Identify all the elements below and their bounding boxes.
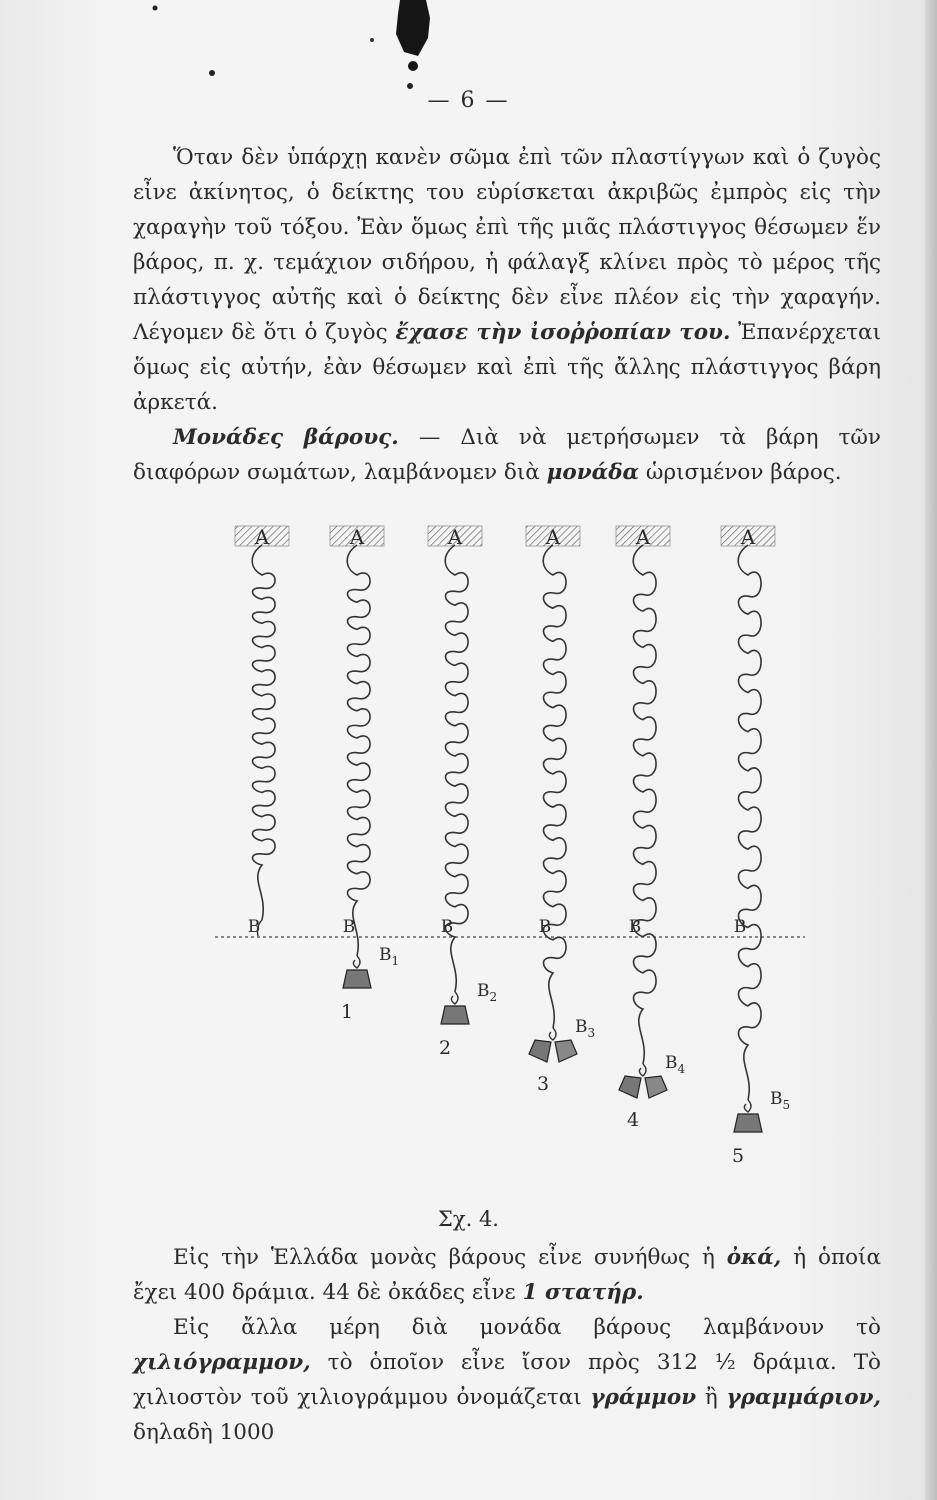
spring-hook — [353, 956, 360, 968]
spring-coil — [543, 545, 566, 1028]
top-label-a: A — [740, 525, 756, 549]
bottom-label-b: B — [440, 917, 454, 937]
emphasis-text: ἔχασε τὴν ἰσοῤῥοπίαν του. — [395, 320, 731, 345]
spring-hook — [549, 1028, 556, 1040]
paragraph — [133, 1240, 881, 1310]
weight-block — [441, 1006, 469, 1024]
weight-label-letter: B — [770, 1089, 783, 1109]
weight-label-subscript: 5 — [782, 1098, 791, 1112]
paragraph-text: ὡρισμένον βάρος. — [639, 460, 842, 485]
weight-block — [645, 1076, 667, 1098]
spring-coil — [347, 545, 370, 956]
weight-label-subscript: 4 — [677, 1062, 686, 1076]
emphasis-text: Μονάδες βάρους. — [173, 425, 399, 450]
paragraph-text: ἢ — [696, 1385, 727, 1410]
weight-block — [343, 970, 371, 988]
paragraph-text: δηλαδὴ 1000 — [133, 1420, 275, 1445]
paragraph-text: Εἰς τὴν Ἑλλάδα μονὰς βάρους εἶνε συνήθως ἡ — [173, 1245, 727, 1270]
figure-caption: Σχ. 4. — [438, 1207, 499, 1231]
weight-label-letter: B — [575, 1017, 588, 1037]
spring-coil — [633, 545, 656, 1064]
emphasis-text: μονάδα — [546, 460, 640, 485]
spring-coil — [252, 545, 275, 920]
weight-label-subscript: 1 — [391, 954, 400, 968]
top-label-a: A — [545, 525, 561, 549]
spring-number: 1 — [340, 1001, 354, 1023]
weight-label-letter: B — [379, 945, 392, 965]
weight-label — [379, 945, 399, 968]
paragraph — [133, 1310, 881, 1450]
weight-label — [665, 1053, 686, 1076]
paragraph-text: — Διὰ νὰ μετρήσωμεν τὰ βάρη τῶν διαφόρων σωμάτων, λαμβάνομεν διὰ — [133, 425, 881, 485]
bottom-label-b: B — [733, 917, 747, 937]
paragraph-text: Ὅταν δὲν ὑπάρχῃ κανὲν σῶμα ἐπὶ τῶν πλαστίγγων καὶ ὁ ζυγὸς εἶνε ἀκίνητος, ὁ δείκτης του εὑρίσκεται ἀκριβῶς ἐμπρὸς εἰς τὴν χαραγὴν τοῦ τόξου. Ἐὰν ὅμως ἐπὶ τῆς μιᾶς πλάστιγγος θέσωμεν ἕν βάρος, π. χ. τεμάχιον σιδήρου, ἡ φάλαγξ κλίνει πρὸς τὸ μέρος τῆς πλάστιγγος αὐτῆς καὶ ὁ δείκτης δὲν εἶνε πλέον εἰς τὴν χαραγήν. Λέγομεν δὲ ὅτι ὁ ζυγὸς — [133, 145, 881, 345]
spring-number: 5 — [731, 1145, 745, 1167]
weight-label-letter: B — [665, 1053, 678, 1073]
bottom-label-b: B — [628, 917, 642, 937]
bottom-label-b: B — [538, 917, 552, 937]
emphasis-text: 1 στατήρ. — [522, 1280, 644, 1305]
top-label-a: A — [349, 525, 365, 549]
paragraph-text: Εἰς ἄλλα μέρη διὰ μονάδα βάρους λαμβάνουν τὸ — [173, 1315, 881, 1340]
paragraph-text: τὸ ὁποῖον εἶνε ἴσον πρὸς 312 ½ δράμια. Τὸ χιλιοστὸν τοῦ χιλιογράμμου ὀνομάζεται — [133, 1350, 881, 1410]
top-label-a: A — [635, 525, 651, 549]
spring-number: 3 — [536, 1073, 550, 1095]
spring-coil — [738, 545, 761, 1100]
weight-block — [529, 1040, 551, 1062]
page-number: — 6 — — [427, 88, 510, 113]
emphasis-text: γράμμον — [590, 1385, 697, 1410]
spring-number: 2 — [438, 1037, 452, 1059]
weight-label — [477, 981, 497, 1004]
weight-label-subscript: 3 — [587, 1026, 596, 1040]
spring-hook — [744, 1100, 751, 1112]
paragraph-text: Ἐπανέρχεται ὅμως εἰς αὐτήν, ἐὰν θέσωμεν καὶ ἐπὶ τῆς ἄλλης πλάστιγγος βάρη ἀρκετά. — [133, 320, 881, 415]
emphasis-text: χιλιόγραμμον, — [133, 1350, 311, 1375]
weight-label — [770, 1089, 790, 1112]
weight-block — [734, 1114, 762, 1132]
weight-block — [619, 1076, 641, 1098]
paragraph-text: ἡ ὁποία ἔχει 400 δράμια. 44 δὲ ὀκάδες εἶνε — [133, 1245, 881, 1305]
weight-block — [555, 1040, 577, 1062]
bottom-label-b: B — [342, 917, 356, 937]
emphasis-text: ὀκά, — [726, 1245, 782, 1270]
weight-label — [575, 1017, 595, 1040]
weight-label-subscript: 2 — [489, 990, 498, 1004]
spring-hook — [451, 992, 458, 1004]
top-label-a: A — [447, 525, 463, 549]
emphasis-text: γραμμάριον, — [726, 1385, 881, 1410]
top-label-a: A — [254, 525, 270, 549]
bottom-label-b: B — [247, 917, 261, 937]
spring-hook — [639, 1064, 646, 1076]
weight-label-letter: B — [477, 981, 490, 1001]
spring-number: 4 — [626, 1109, 640, 1131]
bottom-text-block — [133, 1240, 881, 1450]
